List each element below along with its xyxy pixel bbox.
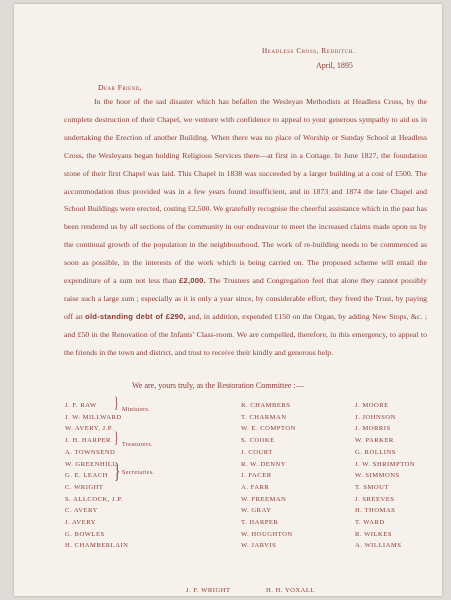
committee-member: W. GREENHILL <box>65 460 117 468</box>
committee-member: J. H. HARPER <box>65 437 111 445</box>
letter-address: Headless Cross, Redditch. <box>262 47 356 55</box>
committee-member: W. E. COMPTON <box>241 425 296 433</box>
committee-member: R. WILKES <box>355 530 392 538</box>
committee-member: S. ALLCOCK, J.P. <box>65 495 123 503</box>
committee-member: W. JARVIS <box>241 542 277 550</box>
amount-highlight: £2,000. <box>179 276 206 286</box>
committee-member: J. MORRIS <box>355 425 391 433</box>
committee-member: J. W. MILLWARD <box>65 413 122 421</box>
committee-member: H. CHAMBERLAIN <box>65 542 129 550</box>
committee-member: A. TOWNSEND <box>65 448 116 456</box>
secretaries-label: Secretaries. <box>122 470 155 476</box>
committee-member: W. GRAY <box>241 507 272 515</box>
salutation: Dear Friend, <box>98 83 142 92</box>
committee-member: A. WILLIAMS <box>355 542 402 550</box>
committee-member: W. HOUGHTON <box>241 530 293 538</box>
body-text-3: and, in addition, expended £150 on the Organ, by adding New Stops, &c. ; and £50 in the Renovation of the Infants’ Class-room. We are compelled, therefore, in this emergency, to appeal to the friends in the town and district, and trust to receive their kindly and generous help. <box>64 311 427 357</box>
footer-member: H. H. YOXALL <box>266 587 315 594</box>
committee-member: S. COOKE <box>241 437 275 445</box>
committee-member: A. FARR <box>241 483 270 491</box>
letter-body <box>64 93 427 362</box>
committee-member: J. MOORE <box>355 402 389 409</box>
committee-column-2 <box>241 400 296 552</box>
body-text-1: In the hour of the sad disaster which has befallen the Wesleyan Methodists at Headless Cross, by the complete destruction of their Chapel, we venture with confidence to appeal to your generous sympathy to aid us in undertaking the Erection of another Building. When there was no place of Worship or Sunday School at Headless Cross, the Wesleyans began holding Religious Services there—at first in a Cottage. In June 1827, the foundation stone of their first Chapel was laid. This Chapel in 1838 was succeeded by a larger building at a cost of £500. The accommodation thus provided was in a few years found insufficient, and in 1873 and 1874 the late Chapel and School Buildings were erected, costing £2,500. We gratefully recognise the cheerful assistance which in the past has been rendered us by all sections of the community in our endeavour to meet the increased claims made upon us by the continual growth of the population in the neighbourhood. The work of re-building needs to be commenced as soon as possible, in the interests of the work which is being carried on. The proposed scheme will entail the expenditure of a sum not less than <box>64 97 427 286</box>
secretaries-brace: } <box>114 458 121 483</box>
letter-date: April, 1895 <box>316 61 353 70</box>
signoff: We are, yours truly, as the Restoration Committee :— <box>132 381 304 390</box>
committee-member: J. FACER <box>241 472 272 480</box>
committee-member: J. W. SHRIMPTON <box>355 460 416 468</box>
treasurers-label: Treasurers. <box>122 442 154 448</box>
committee-member: R. W. DENNY <box>241 460 287 468</box>
committee-member: G. BOWLES <box>65 530 105 538</box>
debt-highlight: old-standing debt of £290, <box>85 311 186 321</box>
committee-member: G. ROLLINS <box>355 448 396 456</box>
committee-member: C. AVERY <box>65 507 98 515</box>
committee-member: W. PARKER <box>355 437 394 445</box>
body-text-2: The Trustees and Congregation feel that alone they cannot possibly raise such a large sum ; especially as it is only a year since, by considerable effort, they freed the Trust, by paying off an <box>64 276 427 321</box>
committee-member: H. THOMAS <box>355 507 396 515</box>
letter-page <box>14 4 442 596</box>
committee-member: G. E. LEACH <box>65 472 108 480</box>
committee-member: J. AVERY <box>65 519 96 527</box>
committee-member: C. WRIGHT <box>65 483 104 491</box>
committee-member: W. FREEMAN <box>241 495 287 503</box>
committee-member: R. CHAMBERS <box>241 402 291 409</box>
ministers-label: Ministers. <box>122 407 151 413</box>
ministers-brace: } <box>114 395 119 412</box>
footer-member: J. F. WRIGHT <box>186 587 231 594</box>
committee-member: T. WARD <box>355 519 385 527</box>
committee-member: J. F. RAW <box>65 402 97 409</box>
committee-member: W. AVERY, J.P. <box>65 425 114 433</box>
committee-member: W. SIMMONS <box>355 472 400 480</box>
treasurers-brace: } <box>114 430 119 447</box>
committee-member: J. JOHNSON <box>355 413 396 421</box>
committee-member: J. SREEVES <box>355 495 395 503</box>
committee-member: J. COURT <box>241 448 273 456</box>
committee-column-3 <box>355 400 415 552</box>
committee-member: T. HARPER <box>241 519 279 527</box>
committee-member: T. CHARMAN <box>241 413 287 421</box>
committee-member: T. SMOUT <box>355 483 389 491</box>
